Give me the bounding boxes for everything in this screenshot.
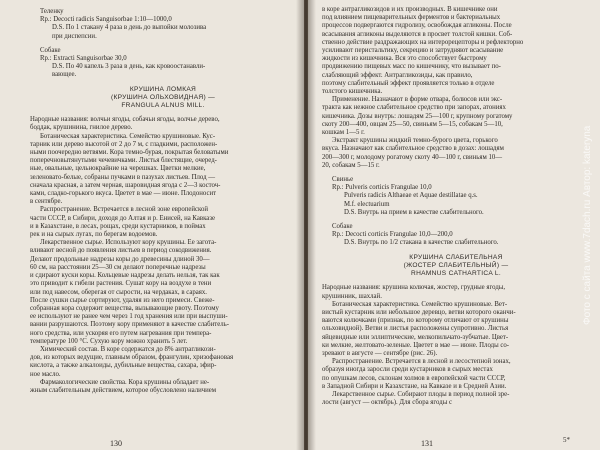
text-line: дов, из которых ведущие, главным образом, франгулин, хризофановая <box>30 354 234 362</box>
text-line: 20, собакам 5—15 г. <box>322 161 380 169</box>
text-line: Применение. Назначают в форме отвара, болюсов или экс- <box>332 96 503 104</box>
left-page-number: 130 <box>110 439 122 448</box>
text-line: Rp.: Pulveris corticis Frangulae 10,0 <box>332 184 432 192</box>
text-line: Собаке <box>332 223 353 231</box>
text-line: вливают весной до появления листьев в период сокодвижения. <box>30 247 212 255</box>
text-line: вании разрушаются. Поэтому кору применяют в качестве слабитель- <box>30 321 230 329</box>
text-line: процессов подвергаются гидролизу, освобождая агликоны. После <box>322 22 512 30</box>
text-line: вкуса. Назначают как слабительное средство в дозах: лошадям <box>322 145 504 153</box>
text-line: сначала красная, а затем черная, шаровидная ягода с 2—3 косточ- <box>30 181 221 189</box>
site-watermark: Фото с сайта www.7dach.ru Автор: kateryna <box>582 125 593 325</box>
signature-mark: 5* <box>563 436 570 444</box>
text-line: кислота, а также алкалоиды, дубильные вещества, сахара, эфир- <box>30 362 217 370</box>
text-line: D.S. По 40 капель 3 раза в день, как кровоостанавли- <box>52 63 206 71</box>
text-line: Ботаническая характеристика. Семейство крушиновые. Кус- <box>40 132 216 140</box>
text-line: в коре антрагликозидов и их производных. В кишечнике они <box>322 6 498 13</box>
text-line: Теленку <box>40 8 64 15</box>
text-line: в сентябре. <box>30 198 63 206</box>
text-line: Лекарственное сырье. Используют кору крушины. Ее загота- <box>40 239 217 247</box>
text-line: по опушкам лесов, склонам холмов в европейской части СССР, <box>322 374 506 382</box>
text-line: ные, овальные, цельнокрайние на черешках. Цветки мелкие, <box>30 165 206 173</box>
section-heading: RHAMNUS CATHARTICA L. <box>411 270 501 278</box>
text-line: Химический состав. В коре содержатся до 8% антрагликози- <box>40 345 216 353</box>
text-line: Собаке <box>40 46 61 54</box>
text-line: зеленовато-белые, собраны пучками в пазухах листьев. Плод — <box>30 173 216 181</box>
text-line: M.f. electuarium <box>344 200 390 208</box>
text-line: Rp.: Extracti Sanguisorbae 30,0 <box>40 55 127 63</box>
text-line: температуре 100 °С. Сухую кору можно хранить 5 лет. <box>30 337 188 345</box>
text-line: лости (август — октябрь). Для сбора ягоды с <box>322 399 452 407</box>
text-line: Народные названия: крушина колючая, жостер, грудные ягоды, <box>322 284 506 292</box>
text-line: ное масло. <box>30 370 61 378</box>
text-line: боддак, крушинина, гнилое дерево. <box>30 124 133 132</box>
text-line: всасывания агликоны выделяются в просвет толстой кишки. Соб- <box>322 30 513 38</box>
text-line: Делают продольные надрезы коры до древесины длиной 30— <box>30 255 210 263</box>
text-line: толстого кишечника. <box>322 88 383 96</box>
text-line: усиливают перистальтику, секрецию и затрудняют всасывание <box>322 47 504 55</box>
text-line: собранная кора содержит вещества, вызывающие рвоту. Поэтому <box>30 304 219 312</box>
section-heading: КРУШИНА ЛОМКАЯ <box>129 85 197 93</box>
text-line: Ботаническая характеристика. Семейство крушиновые. Вет- <box>332 300 508 308</box>
text-line: скоту 200—400, овцам 25—50, свиньям 5—15, собакам 5—10, <box>322 120 503 128</box>
right-page-number: 131 <box>421 439 433 448</box>
text-line: 60 см, на расстоянии 25—30 см делают поперечные надрезы <box>30 263 206 271</box>
text-line: части СССР, в Сибири, доходя до Алтая и р. Енисей, на Кавказе <box>30 214 216 222</box>
text-line: ки мелкие, желтовато-зеленые. Цветет в мае — июне. Плоды со- <box>322 341 510 349</box>
text-line: в Западной Сибири и Казахстане, на Кавказе и в Средней Азии. <box>322 382 507 390</box>
text-line: ее используют не ранее чем через 1 год хранения или при выспуши- <box>30 313 228 321</box>
text-line: вистый кустарник или небольшое деревцо, ветви которого оканчи- <box>322 308 516 316</box>
text-line: тарник или дерево высотой от 2 до 7 м, с гладкими, расположен- <box>30 140 218 148</box>
text-line: слабляющий эффект. Антрагликозиды, как правило, <box>322 71 473 79</box>
text-line: продвижению пищевых масс по кишечнику, что вызывает по- <box>322 63 501 71</box>
text-line: ственно действие раздражающих на интерорецепторы и рефлекторно <box>322 38 524 46</box>
text-line: После сушки сырье сортируют, удаляя из него примеси. Свеже- <box>30 296 215 304</box>
text-line: образуя иногда заросли среди кустарников в сырых местах <box>322 366 493 374</box>
text-line: Rp.: Decocti radicis Sanguisorbae 1:10—1000,0 <box>40 16 172 24</box>
text-line: 200—300 г, молодому рогатому скоту 40—100 г, свиньям 10— <box>322 153 503 161</box>
text-line: кишечника. Дозы внутрь: лошадям 25—100 г, крупному рогатому <box>322 112 513 120</box>
text-line: ного средства, или ускоряя его путем нагревания при темпера- <box>30 329 212 337</box>
text-line: это приводит к гибели растения. Сушат кору на воздухе в тени <box>30 280 212 288</box>
text-line: жным слабительным действием, которое обусловлено наличием <box>30 386 217 394</box>
section-heading: (ЖОСТЕР СЛАБИТЕЛЬНЫЙ) — <box>403 261 509 269</box>
text-line: крушинник, шахлай. <box>322 292 382 300</box>
text-line: ками, сладко-горького вкуса. Цветет в мае — июне. Плодоносит <box>30 190 217 198</box>
section-heading: КРУШИНА СЛАБИТЕЛЬНАЯ <box>409 253 503 261</box>
text-line: D.S. Внутрь по 1/2 стакана в качестве слабительного. <box>344 239 499 247</box>
text-line: яйцевидные или эллиптические, мелкопильчато-зубчатые. Цвет- <box>322 333 509 341</box>
text-line: рек и на сырых лугах, по берегам водоемов. <box>30 231 158 239</box>
text-line: ольховидной). Ветви и листья расположены супротивно. Листья <box>322 325 509 333</box>
text-line: вающее. <box>52 71 77 79</box>
text-line: Rp.: Decocti corticis Frangulae 10,0—200,0 <box>332 231 453 239</box>
text-line: Распространение. Встречается в лесной и лесостепной зонах, <box>332 358 511 366</box>
section-heading: (КРУШИНА ОЛЬХОВИДНАЯ) — <box>110 93 216 101</box>
text-line: Фармакологические свойства. Кора крушины обладает не- <box>40 378 210 386</box>
right-page <box>308 0 600 450</box>
text-line: под влиянием пищеварительных ферментов и бактериальных <box>322 14 501 22</box>
text-line: Народные названия: волчьи ягоды, собачьи ягоды, волчье дерево, <box>30 116 220 124</box>
text-line: кошкам 1—5 г. <box>322 129 365 137</box>
text-line: тракта как нежное слабительное средство при запорах, атониях <box>322 104 506 112</box>
text-line: Экстракт крушины жидкий темно-бурого цвета, горького <box>332 137 498 145</box>
text-line: поэтому слабительный эффект проявляется только в отделе <box>322 79 495 87</box>
text-line: жидкости из кишечника. Вся это способствует быстрому <box>322 55 487 63</box>
text-line: Распространение. Встречается в лесной зоне европейской <box>40 206 209 214</box>
text-line: Свинье <box>332 176 354 184</box>
section-heading: FRANGULA ALNUS MILL. <box>121 102 205 110</box>
text-line: зревают в августе — сентябре (рис. 26). <box>322 349 438 357</box>
text-line: поперечновытянутыми чечевичками. Листья блестящие, очеред- <box>30 157 217 165</box>
text-line: D.S. По 1 стакану 4 раза в день до выпойки молозива <box>52 24 207 32</box>
text-line: и сдирают куски коры. Кольцевые надрезы делать нельзя, так как <box>30 272 220 280</box>
text-line: Pulveris radicis Althaeae et Aquae destillatae q.s. <box>344 192 478 200</box>
text-line: ваются колючками (признак, по которому отличают от крушины <box>322 317 509 325</box>
text-line: и в Казахстане, в лесах, рощах, среди кустарников, в поймах <box>30 222 206 230</box>
text-line: при диспепсии. <box>52 32 97 40</box>
text-line: Лекарственное сырье. Собирают плоды в период полной зре- <box>332 390 510 398</box>
text-line: D.S. Внутрь на прием в качестве слабительного. <box>344 208 484 216</box>
text-line: или под навесом, оберегая от сырости, на чердаках, в сараях. <box>30 288 207 296</box>
text-line: ными поочередно ветвями. Кора темно-бурая, покрытая беловатыми <box>30 149 229 157</box>
